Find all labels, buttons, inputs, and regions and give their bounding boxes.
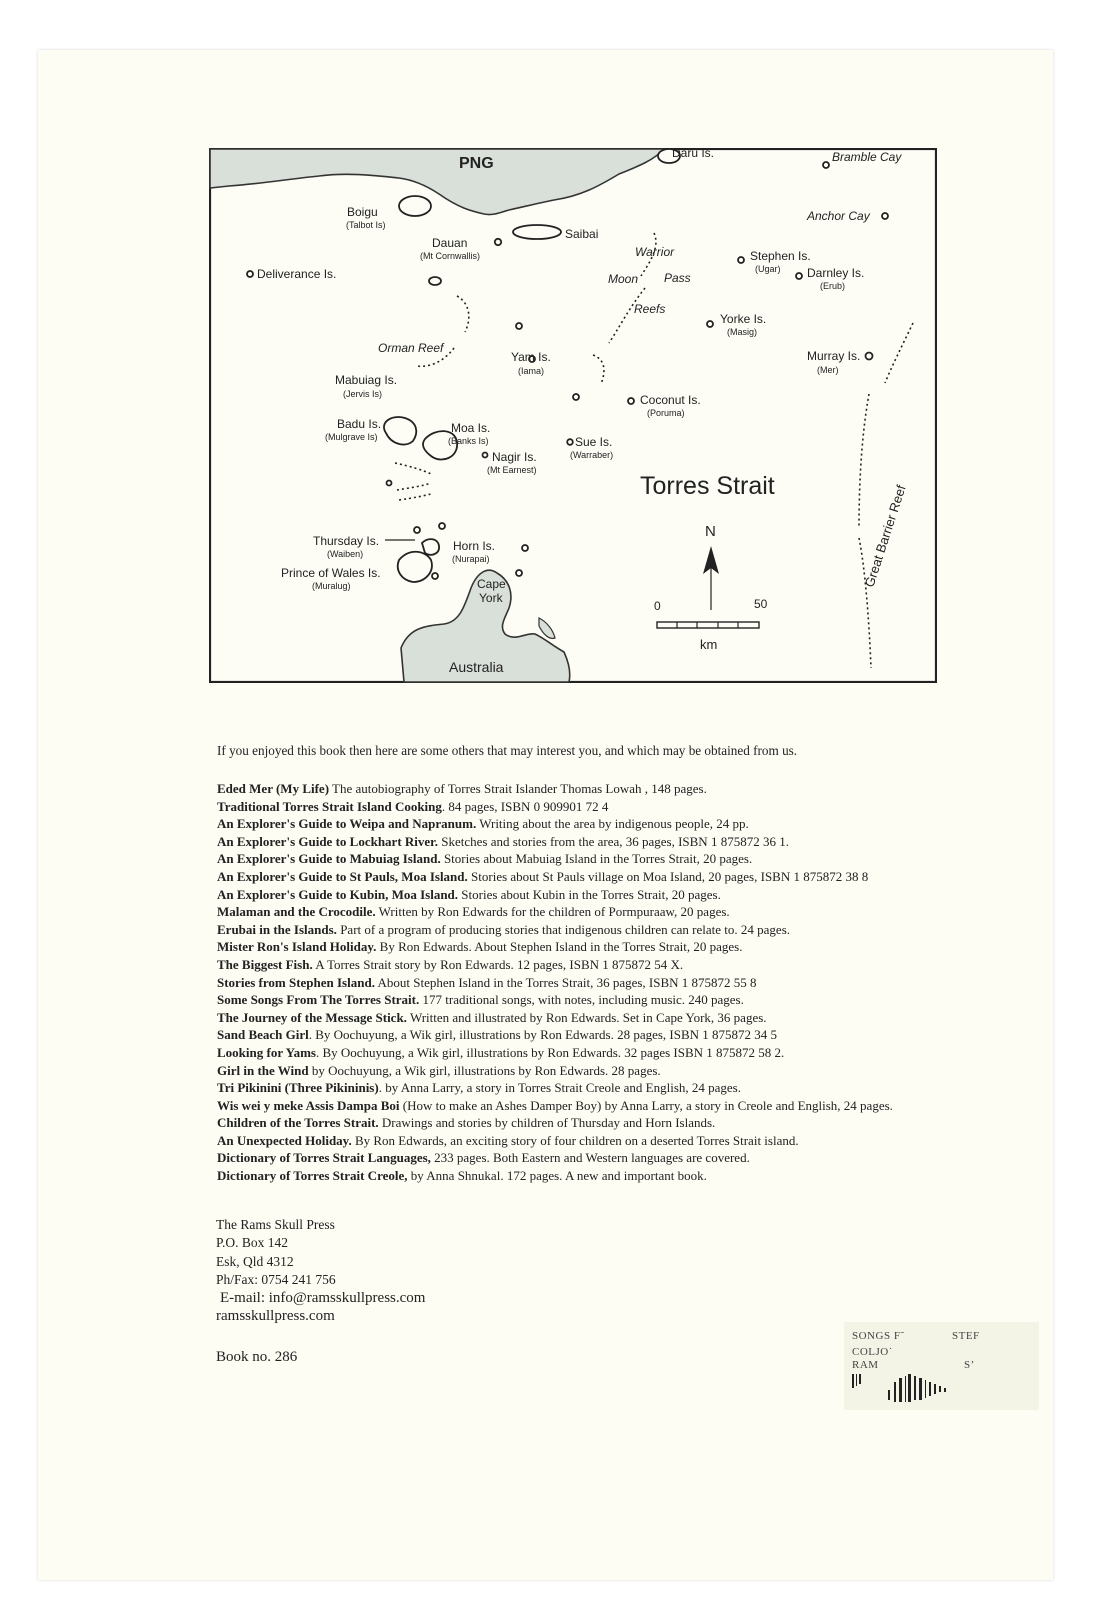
publisher-website: ramsskullpress.com bbox=[216, 1308, 335, 1325]
label-stephen-alt: (Ugar) bbox=[755, 264, 781, 274]
book-title: Erubai in the Islands. bbox=[217, 921, 337, 937]
book-item bbox=[217, 991, 893, 1009]
label-dauan: Dauan bbox=[432, 236, 468, 250]
book-description: Written and illustrated by Ron Edwards. Set in Cape York, 36 pages. bbox=[406, 1009, 767, 1025]
label-yam-alt: (Iama) bbox=[518, 366, 545, 376]
book-description: Written by Ron Edwards for the children of Pormpuraaw, 20 pages. bbox=[375, 904, 730, 920]
label-torres-strait: Torres Strait bbox=[640, 472, 775, 500]
label-anchor: Anchor Cay bbox=[807, 209, 870, 223]
book-title: An Explorer's Guide to Mabuiag Island. bbox=[217, 851, 441, 867]
book-title: Girl in the Wind bbox=[217, 1062, 309, 1078]
book-description: About Stephen Island in the Torres Strait, 36 pages, ISBN 1 875872 55 8 bbox=[374, 974, 757, 990]
label-yam: Yam Is. bbox=[511, 350, 551, 364]
book-description: . 84 pages, ISBN 0 909901 72 4 bbox=[441, 798, 609, 814]
book-description: . By Oochuyung, a Wik girl, illustrations by Ron Edwards. 32 pages ISBN 1 875872 58 2. bbox=[315, 1044, 785, 1060]
label-great-barrier-reef: Great Barrier Reef bbox=[861, 483, 909, 589]
sticker-line3b: Sʼ bbox=[964, 1359, 975, 1371]
publisher-name: The Rams Skull Press bbox=[216, 1217, 335, 1232]
label-moa-alt: (Banks Is) bbox=[448, 436, 489, 446]
label-yorke: Yorke Is. bbox=[720, 312, 767, 326]
book-description: . By Oochuyung, a Wik girl, illustrations by Ron Edwards. 28 pages, ISBN 1 875872 34 5 bbox=[308, 1027, 778, 1043]
label-australia: Australia bbox=[449, 659, 504, 675]
label-png: PNG bbox=[459, 155, 494, 172]
book-description: Drawings and stories by children of Thursday and Horn Islands. bbox=[378, 1115, 716, 1131]
label-cape: Cape bbox=[477, 577, 506, 591]
book-item bbox=[217, 1114, 893, 1132]
label-stephen: Stephen Is. bbox=[750, 249, 811, 263]
label-warrior: Warrior bbox=[635, 245, 675, 259]
book-item bbox=[217, 1097, 893, 1115]
sticker-line1a: SONGS F˜ bbox=[852, 1330, 905, 1342]
book-description: By Ron Edwards, an exciting story of four children on a deserted Torres Strait island. bbox=[351, 1132, 799, 1148]
label-sue-alt: (Warraber) bbox=[570, 450, 614, 460]
label-thursday: Thursday Is. bbox=[313, 534, 380, 548]
label-bramble: Bramble Cay bbox=[832, 150, 902, 164]
book-title: The Biggest Fish. bbox=[217, 956, 313, 972]
book-description: A Torres Strait story by Ron Edwards. 12 pages, ISBN 1 875872 54 X. bbox=[312, 956, 684, 972]
book-title: An Unexpected Holiday. bbox=[217, 1132, 352, 1148]
torres-strait-map bbox=[209, 148, 937, 683]
label-darnley-alt: (Erub) bbox=[820, 281, 846, 291]
book-description: Writing about the area by indigenous people, 24 pp. bbox=[476, 816, 749, 832]
sticker-line2: COLJO˙ bbox=[852, 1346, 893, 1358]
book-number: Book no. 286 bbox=[216, 1349, 298, 1365]
book-item bbox=[217, 850, 893, 868]
label-saibai: Saibai bbox=[565, 227, 599, 241]
book-description: Stories about Kubin in the Torres Strait, 20 pages. bbox=[458, 886, 721, 902]
book-title: Dictionary of Torres Strait Languages, bbox=[217, 1150, 431, 1166]
scale-unit: km bbox=[700, 637, 718, 652]
label-horn: Horn Is. bbox=[453, 539, 496, 553]
label-moon: Moon bbox=[608, 272, 639, 286]
label-coconut-alt: (Poruma) bbox=[647, 408, 685, 418]
label-yorke-alt: (Masig) bbox=[727, 327, 758, 337]
book-title: The Journey of the Message Stick. bbox=[217, 1009, 407, 1025]
publisher-email: E-mail: info@ramsskullpress.com bbox=[220, 1290, 426, 1307]
label-nagir: Nagir Is. bbox=[492, 450, 537, 464]
book-description: by Oochuyung, a Wik girl, illustrations by Ron Edwards. 28 pages. bbox=[308, 1062, 661, 1078]
label-prince-of-wales: Prince of Wales Is. bbox=[281, 566, 381, 580]
book-title: An Explorer's Guide to St Pauls, Moa Island. bbox=[217, 868, 468, 884]
book-title: An Explorer's Guide to Lockhart River. bbox=[217, 833, 439, 849]
book-title: An Explorer's Guide to Kubin, Moa Island. bbox=[217, 886, 459, 902]
label-murray: Murray Is. bbox=[807, 349, 861, 363]
book-description: by Anna Shnukal. 172 pages. A new and important book. bbox=[407, 1168, 707, 1184]
publisher-address bbox=[216, 1216, 425, 1326]
book-title: Dictionary of Torres Strait Creole, bbox=[217, 1168, 408, 1184]
label-orman: Orman Reef bbox=[378, 341, 444, 355]
book-item bbox=[217, 815, 893, 833]
label-pass: Pass bbox=[664, 271, 691, 285]
book-item bbox=[217, 798, 893, 816]
book-title: Children of the Torres Strait. bbox=[217, 1115, 379, 1131]
label-mabuiag: Mabuiag Is. bbox=[335, 373, 398, 387]
label-deliverance: Deliverance Is. bbox=[257, 267, 337, 281]
book-description: Stories about Mabuiag Island in the Torres Strait, 20 pages. bbox=[440, 851, 753, 867]
barcode-fragment bbox=[844, 1322, 1039, 1410]
publisher-phone: Ph/Fax: 0754 241 756 bbox=[216, 1271, 336, 1287]
book-description: Sketches and stories from the area, 36 pages, ISBN 1 875872 36 1. bbox=[438, 833, 789, 849]
label-york: York bbox=[479, 591, 503, 605]
book-title: Looking for Yams bbox=[217, 1044, 316, 1060]
book-item bbox=[217, 938, 893, 956]
book-item bbox=[217, 1026, 893, 1044]
sticker-line3a: RAM bbox=[852, 1359, 879, 1371]
sticker-line1b: STEF bbox=[952, 1330, 980, 1342]
book-item bbox=[217, 833, 893, 851]
book-item bbox=[217, 1167, 893, 1185]
book-description: . by Anna Larry, a story in Torres Strait Creole and English, 24 pages. bbox=[378, 1080, 741, 1096]
book-item bbox=[217, 886, 893, 904]
label-mabuiag-alt: (Jervis Is) bbox=[343, 389, 382, 399]
book-item bbox=[217, 921, 893, 939]
book-description: (How to make an Ashes Damper Boy) by Anna Larry, a story in Creole and English, 24 pages. bbox=[399, 1097, 893, 1113]
book-item bbox=[217, 1044, 893, 1062]
intro-text: If you enjoyed this book then here are some others that may interest you, and which may be obtained from us. bbox=[217, 743, 798, 758]
label-murray-alt: (Mer) bbox=[817, 365, 839, 375]
book-item bbox=[217, 1149, 893, 1167]
book-list bbox=[217, 780, 893, 1185]
book-title: An Explorer's Guide to Weipa and Napranum. bbox=[217, 816, 477, 832]
publisher-town: Esk, Qld 4312 bbox=[216, 1253, 294, 1269]
book-title: Mister Ron's Island Holiday. bbox=[217, 939, 377, 955]
publisher-box: P.O. Box 142 bbox=[216, 1235, 289, 1251]
label-sue: Sue Is. bbox=[575, 435, 613, 449]
label-badu-alt: (Mulgrave Is) bbox=[325, 432, 378, 442]
book-title: Tri Pikinini (Three Pikininis) bbox=[217, 1080, 379, 1096]
book-item bbox=[217, 780, 893, 798]
label-darnley: Darnley Is. bbox=[807, 266, 865, 280]
label-boigu: Boigu bbox=[347, 205, 378, 219]
label-coconut: Coconut Is. bbox=[640, 393, 701, 407]
price-sticker bbox=[844, 1322, 1039, 1410]
label-dauan-alt: (Mt Cornwallis) bbox=[420, 251, 481, 261]
book-item bbox=[217, 956, 893, 974]
book-item bbox=[217, 1062, 893, 1080]
book-title: Traditional Torres Strait Island Cooking bbox=[217, 798, 442, 814]
scale-fifty: 50 bbox=[754, 597, 768, 611]
book-description: The autobiography of Torres Strait Islander Thomas Lowah , 148 pages. bbox=[329, 781, 707, 796]
scale-zero: 0 bbox=[654, 599, 661, 613]
book-item bbox=[217, 1009, 893, 1027]
book-description: 233 pages. Both Eastern and Western languages are covered. bbox=[430, 1150, 750, 1166]
book-item bbox=[217, 868, 893, 886]
north-label: N bbox=[705, 523, 716, 540]
label-thursday-alt: (Waiben) bbox=[327, 549, 364, 559]
label-daru: Daru Is. bbox=[672, 148, 715, 160]
book-title: Wis wei y meke Assis Dampa Boi bbox=[217, 1097, 400, 1113]
book-title: Eded Mer (My Life) bbox=[217, 781, 330, 796]
book-description: Stories about St Pauls village on Moa Island, 20 pages, ISBN 1 875872 38 8 bbox=[467, 868, 869, 884]
label-badu: Badu Is. bbox=[337, 417, 382, 431]
book-item bbox=[217, 1079, 893, 1097]
book-title: Stories from Stephen Island. bbox=[217, 974, 375, 990]
book-item bbox=[217, 974, 893, 992]
book-description: By Ron Edwards. About Stephen Island in the Torres Strait, 20 pages. bbox=[376, 939, 743, 955]
book-description: Part of a program of producing stories that indigenous children can relate to. 24 pages. bbox=[336, 921, 791, 937]
spine-edge bbox=[1050, 210, 1060, 213]
label-reefs: Reefs bbox=[634, 302, 666, 316]
label-boigu-alt: (Talbot Is) bbox=[346, 220, 386, 230]
book-title: Malaman and the Crocodile. bbox=[217, 904, 376, 920]
label-nagir-alt: (Mt Earnest) bbox=[487, 465, 537, 475]
book-item bbox=[217, 1132, 893, 1150]
label-horn-alt: (Nurapai) bbox=[452, 554, 490, 564]
book-item bbox=[217, 903, 893, 921]
label-moa: Moa Is. bbox=[451, 421, 491, 435]
book-description: 177 traditional songs, with notes, including music. 240 pages. bbox=[419, 992, 744, 1008]
book-title: Some Songs From The Torres Strait. bbox=[217, 992, 420, 1008]
label-prince-of-wales-alt: (Muralug) bbox=[312, 581, 351, 591]
book-title: Sand Beach Girl bbox=[217, 1027, 309, 1043]
